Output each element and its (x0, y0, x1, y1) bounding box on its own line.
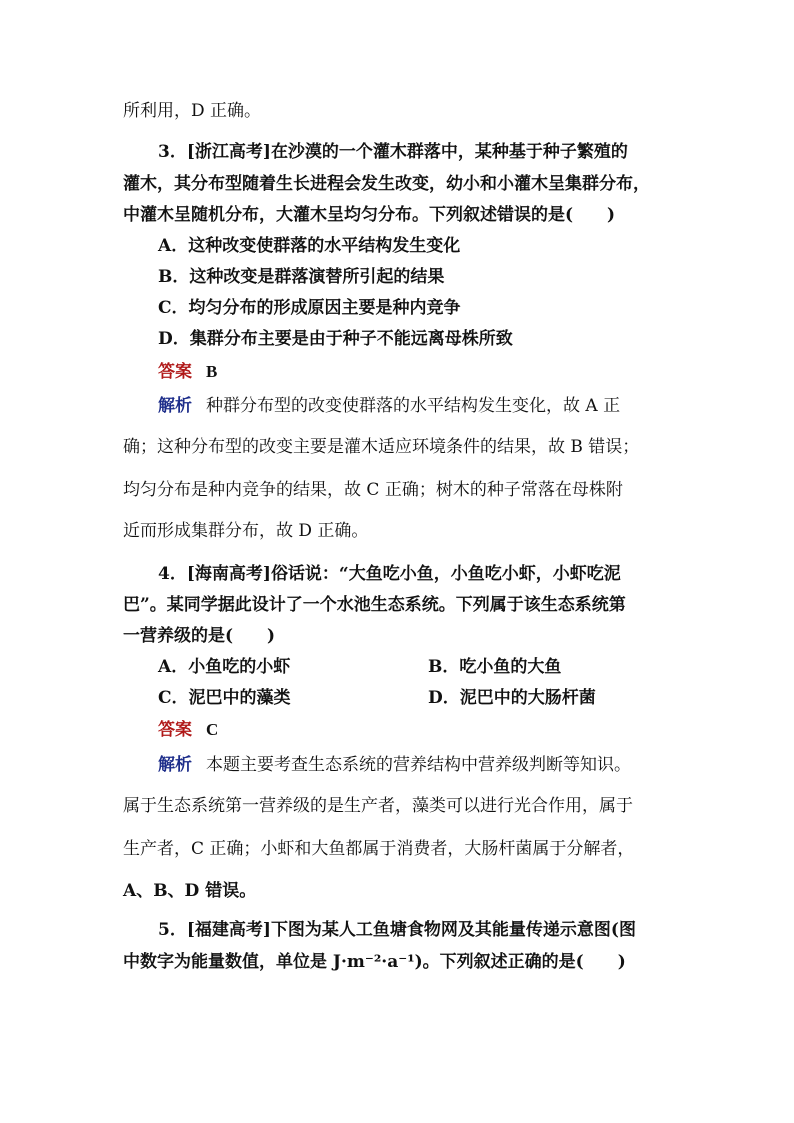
analysis-line: 属于生态系统第一营养级的是生产者，藻类可以进行光合作用，属于 (123, 796, 633, 816)
question-source: [福建高考] (186, 920, 271, 940)
option-b: B．这种改变是群落演替所引起的结果 (158, 267, 445, 287)
question-stem-line: 3．[浙江高考]在沙漠的一个灌木群落中，某种基于种子繁殖的 (158, 142, 628, 162)
option-c: C．泥巴中的藻类 (158, 688, 291, 708)
answer-line (158, 362, 217, 382)
question-stem-line: 巴”。某同学据此设计了一个水池生态系统。下列属于该生态系统第 (123, 595, 626, 615)
analysis-label: 解析 (158, 755, 192, 775)
question-number: 3． (158, 142, 187, 162)
analysis-line: A、B、D 错误。 (123, 881, 257, 901)
question-stem-line: 中数字为能量数值，单位是 J·m⁻²·a⁻¹)。下列叙述正确的是( ) (123, 952, 626, 972)
answer-value: B (206, 362, 218, 381)
question-number: 4． (158, 564, 187, 584)
question-stem-line: 5．[福建高考]下图为某人工鱼塘食物网及其能量传递示意图(图 (158, 920, 636, 940)
answer-label: 答案 (158, 720, 192, 740)
option-a: A．小鱼吃的小虾 (158, 657, 291, 677)
option-d: D．泥巴中的大肠杆菌 (428, 688, 596, 708)
question-stem-line: 中灌木呈随机分布，大灌木呈均匀分布。下列叙述错误的是( ) (123, 205, 616, 225)
text-line: 所利用，D 正确。 (123, 101, 262, 121)
analysis-line: 解析 种群分布型的改变使群落的水平结构发生变化，故 A 正 (158, 396, 621, 416)
option-d: D．集群分布主要是由于种子不能远离母株所致 (158, 329, 513, 349)
answer-label: 答案 (158, 362, 192, 382)
analysis-line: 近而形成集群分布，故 D 正确。 (123, 521, 369, 541)
question-stem-line: 4．[海南高考]俗话说：“大鱼吃小鱼，小鱼吃小虾，小虾吃泥 (158, 564, 621, 584)
option-b: B．吃小鱼的大鱼 (428, 657, 562, 677)
analysis-line: 生产者，C 正确；小虾和大鱼都属于消费者，大肠杆菌属于分解者， (123, 839, 635, 859)
analysis-label: 解析 (158, 396, 192, 416)
option-a: A．这种改变使群落的水平结构发生变化 (158, 236, 461, 256)
answer-value: C (206, 720, 219, 739)
question-source: [浙江高考] (186, 142, 271, 162)
option-c: C．均匀分布的形成原因主要是种内竞争 (158, 298, 461, 318)
question-stem-line: 灌木，其分布型随着生长进程会发生改变，幼小和小灌木呈集群分布， (123, 174, 650, 194)
answer-line (158, 720, 218, 740)
question-source: [海南高考] (186, 564, 271, 584)
question-number: 5． (158, 920, 187, 940)
analysis-line: 均匀分布是种内竞争的结果，故 C 正确；树木的种子常落在母株附 (123, 480, 623, 500)
question-stem-line: 一营养级的是( ) (123, 626, 276, 646)
analysis-line: 解析 本题主要考查生态系统的营养结构中营养级判断等知识。 (158, 755, 631, 775)
analysis-line: 确；这种分布型的改变主要是灌木适应环境条件的结果，故 B 错误； (123, 437, 640, 457)
